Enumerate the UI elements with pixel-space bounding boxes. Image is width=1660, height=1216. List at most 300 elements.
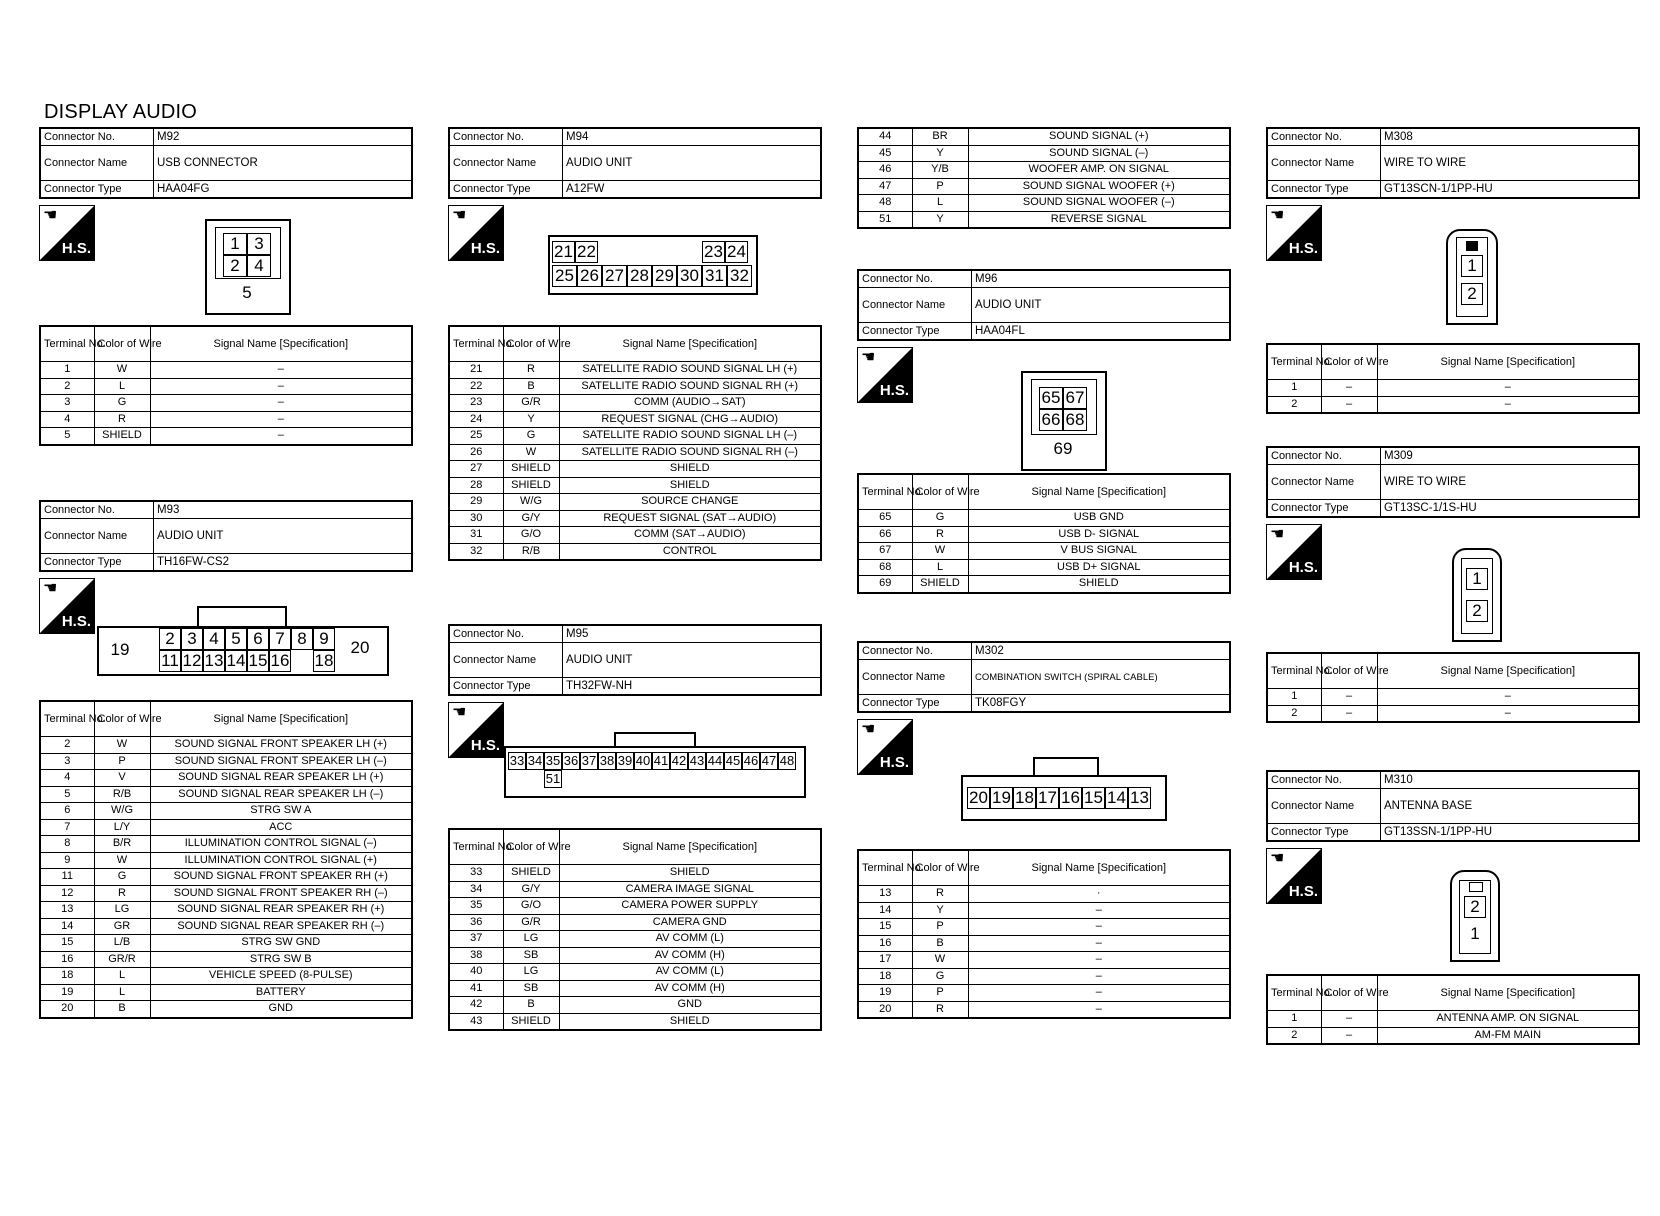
table-row	[40, 869, 412, 886]
label-connector-name: Connector Name	[449, 643, 563, 678]
color-cell: L	[912, 559, 968, 576]
connector-no-value: M93	[154, 501, 413, 519]
pin: 48	[779, 753, 795, 768]
signal-table	[1266, 974, 1640, 1045]
signal-cell: SHIELD	[559, 477, 821, 494]
hs-badge: ☚ H.S.	[448, 205, 504, 261]
signal-cell: STRG SW GND	[150, 935, 412, 952]
table-row	[449, 898, 821, 915]
header-terminal: Terminal No.	[1267, 975, 1321, 1011]
pin: 25	[552, 265, 577, 287]
connector-no-value: M310	[1381, 771, 1640, 789]
color-cell: –	[1321, 1027, 1377, 1044]
label-connector-type: Connector Type	[1267, 824, 1381, 842]
pin: 66	[1039, 409, 1063, 431]
color-cell: W	[912, 952, 968, 969]
connector-name-value: COMBINATION SWITCH (SPIRAL CABLE)	[972, 660, 1231, 695]
table-row	[40, 378, 412, 395]
table-row	[1267, 380, 1639, 397]
color-cell: R	[94, 411, 150, 428]
terminal-cell: 40	[449, 964, 503, 981]
pin: 3	[181, 628, 203, 650]
table-row	[858, 919, 1230, 936]
label-connector-no: Connector No.	[1267, 771, 1381, 789]
signal-cell: SATELLITE RADIO SOUND SIGNAL LH (+)	[559, 362, 821, 379]
signal-cell: ILLUMINATION CONTROL SIGNAL (–)	[150, 836, 412, 853]
header-color: Color of Wire	[912, 474, 968, 510]
header-signal: Signal Name [Specification]	[559, 326, 821, 362]
color-cell: L/Y	[94, 819, 150, 836]
header-terminal: Terminal No.	[449, 326, 503, 362]
table-row	[858, 576, 1230, 593]
pin: 16	[270, 651, 290, 670]
color-cell: W/G	[503, 494, 559, 511]
connector-m309	[1266, 446, 1640, 723]
pin: 13	[204, 651, 224, 670]
signal-cell: –	[968, 902, 1230, 919]
color-cell: SB	[503, 980, 559, 997]
header-color: Color of Wire	[94, 701, 150, 737]
signal-cell: CAMERA POWER SUPPLY	[559, 898, 821, 915]
terminal-cell: 2	[1267, 1027, 1321, 1044]
signal-cell: REQUEST SIGNAL (CHG→AUDIO)	[559, 411, 821, 428]
label-connector-type: Connector Type	[858, 323, 972, 341]
color-cell: G/R	[503, 395, 559, 412]
header-color: Color of Wire	[1321, 344, 1377, 380]
connector-no-value: M309	[1381, 447, 1640, 465]
terminal-cell: 25	[449, 428, 503, 445]
pin: 24	[725, 241, 748, 263]
signal-cell: SOUND SIGNAL FRONT SPEAKER LH (+)	[150, 737, 412, 754]
terminal-cell: 47	[858, 178, 912, 195]
table-row	[449, 964, 821, 981]
pin: 19	[110, 640, 130, 659]
pin: 4	[203, 628, 225, 650]
signal-cell: SOUND SIGNAL REAR SPEAKER RH (–)	[150, 918, 412, 935]
table-row	[858, 935, 1230, 952]
header-terminal: Terminal No.	[858, 474, 912, 510]
color-cell: L	[94, 968, 150, 985]
terminal-cell: 23	[449, 395, 503, 412]
hand-icon: ☚	[861, 349, 876, 366]
terminal-cell: 9	[40, 852, 94, 869]
signal-cell: SOUND SIGNAL WOOFER (–)	[968, 195, 1230, 212]
color-cell: W	[503, 444, 559, 461]
connector-type-value: HAA04FL	[972, 323, 1231, 341]
table-row	[40, 819, 412, 836]
pin: 28	[627, 265, 652, 287]
terminal-cell: 26	[449, 444, 503, 461]
terminal-cell: 2	[1267, 396, 1321, 413]
pin: 39	[617, 753, 633, 768]
connector-name-value: AUDIO UNIT	[972, 288, 1231, 323]
hand-icon: ☚	[861, 721, 876, 738]
color-cell: R	[912, 1001, 968, 1018]
signal-cell: –	[1377, 380, 1639, 397]
terminal-cell: 3	[40, 395, 94, 412]
header-terminal: Terminal No.	[1267, 344, 1321, 380]
label-connector-no: Connector No.	[449, 625, 563, 643]
color-cell: R	[503, 362, 559, 379]
table-row	[40, 935, 412, 952]
color-cell: G/R	[503, 914, 559, 931]
connector-m96	[857, 269, 1231, 594]
connector-type-value: GT13SC-1/1S-HU	[1381, 500, 1640, 518]
color-cell: W	[94, 737, 150, 754]
table-row	[449, 947, 821, 964]
terminal-cell: 21	[449, 362, 503, 379]
header-color: Color of Wire	[503, 326, 559, 362]
header-color: Color of Wire	[1321, 975, 1377, 1011]
pin: 34	[527, 753, 543, 768]
color-cell: G	[912, 968, 968, 985]
table-row	[40, 428, 412, 445]
hs-badge: ☚ H.S.	[1266, 848, 1322, 904]
terminal-cell: 1	[1267, 1011, 1321, 1028]
color-cell: B/R	[94, 836, 150, 853]
color-cell: SHIELD	[503, 1013, 559, 1030]
connector-info-table	[448, 624, 822, 696]
color-cell: G/Y	[503, 881, 559, 898]
label-connector-name: Connector Name	[858, 288, 972, 323]
pin: 2	[1464, 896, 1486, 918]
pin: 12	[182, 651, 202, 670]
color-cell: G	[912, 510, 968, 527]
header-signal: Signal Name [Specification]	[1377, 975, 1639, 1011]
label-connector-name: Connector Name	[40, 519, 154, 554]
connector-name-value: WIRE TO WIRE	[1381, 465, 1640, 500]
color-cell: L	[94, 984, 150, 1001]
color-cell: W	[912, 543, 968, 560]
signal-cell: ANTENNA AMP. ON SIGNAL	[1377, 1011, 1639, 1028]
signal-cell: ACC	[150, 819, 412, 836]
label-connector-no: Connector No.	[858, 642, 972, 660]
signal-cell: SOUND SIGNAL REAR SPEAKER LH (–)	[150, 786, 412, 803]
connector-m308	[1266, 127, 1640, 414]
terminal-cell: 65	[858, 510, 912, 527]
terminal-cell: 28	[449, 477, 503, 494]
hand-icon: ☚	[452, 704, 467, 721]
signal-table	[857, 849, 1231, 1019]
terminal-cell: 20	[40, 1001, 94, 1018]
signal-cell: VEHICLE SPEED (8-PULSE)	[150, 968, 412, 985]
header-signal: Signal Name [Specification]	[150, 701, 412, 737]
color-cell: Y/B	[912, 162, 968, 179]
pin: 67	[1063, 387, 1087, 409]
terminal-cell: 31	[449, 527, 503, 544]
terminal-cell: 14	[858, 902, 912, 919]
color-cell: Y	[503, 411, 559, 428]
hs-badge: ☚ H.S.	[857, 347, 913, 403]
table-row	[449, 378, 821, 395]
terminal-cell: 19	[858, 985, 912, 1002]
connector-name-value: WIRE TO WIRE	[1381, 146, 1640, 181]
table-row	[858, 178, 1230, 195]
signal-cell: STRG SW B	[150, 951, 412, 968]
signal-cell: SOUND SIGNAL (+)	[968, 128, 1230, 145]
pin: 7	[269, 628, 291, 650]
table-row	[858, 128, 1230, 145]
pin: 38	[599, 753, 615, 768]
terminal-cell: 13	[858, 886, 912, 903]
header-color: Color of Wire	[94, 326, 150, 362]
terminal-cell: 44	[858, 128, 912, 145]
color-cell: B	[503, 378, 559, 395]
signal-cell: –	[150, 428, 412, 445]
terminal-cell: 8	[40, 836, 94, 853]
terminal-cell: 1	[1267, 689, 1321, 706]
color-cell: G	[503, 428, 559, 445]
signal-cell: SOUND SIGNAL WOOFER (+)	[968, 178, 1230, 195]
color-cell: SHIELD	[503, 461, 559, 478]
signal-cell: –	[968, 985, 1230, 1002]
pin: 2	[1461, 283, 1483, 305]
color-cell: GR	[94, 918, 150, 935]
table-row	[449, 997, 821, 1014]
pin: 9	[313, 628, 335, 650]
terminal-cell: 1	[40, 362, 94, 379]
connector-name-value: AUDIO UNIT	[563, 643, 822, 678]
label-connector-type: Connector Type	[1267, 500, 1381, 518]
pin: 1	[1466, 568, 1488, 590]
table-row	[1267, 1027, 1639, 1044]
table-row	[40, 737, 412, 754]
pin: 32	[727, 265, 752, 287]
signal-table	[448, 828, 822, 1031]
pin: 33	[509, 753, 525, 768]
terminal-cell: 67	[858, 543, 912, 560]
color-cell: –	[1321, 689, 1377, 706]
signal-table	[857, 473, 1231, 594]
table-row	[40, 968, 412, 985]
table-row	[858, 543, 1230, 560]
header-signal: Signal Name [Specification]	[968, 850, 1230, 886]
connector-diagram	[448, 199, 822, 325]
table-row	[40, 786, 412, 803]
hand-icon: ☚	[1270, 526, 1285, 543]
color-cell: G/O	[503, 527, 559, 544]
label-connector-name: Connector Name	[858, 660, 972, 695]
signal-cell: AV COMM (L)	[559, 964, 821, 981]
terminal-cell: 69	[858, 576, 912, 593]
color-cell: W	[94, 852, 150, 869]
hs-badge: ☚ H.S.	[39, 205, 95, 261]
hs-badge: ☚ H.S.	[1266, 205, 1322, 261]
label-connector-type: Connector Type	[858, 695, 972, 713]
signal-cell: SATELLITE RADIO SOUND SIGNAL RH (–)	[559, 444, 821, 461]
pin: 68	[1063, 409, 1087, 431]
connector-m95	[448, 624, 822, 1031]
table-row	[1267, 705, 1639, 722]
pin: 13	[1128, 787, 1151, 809]
terminal-cell: 18	[858, 968, 912, 985]
terminal-cell: 68	[858, 559, 912, 576]
table-row	[449, 914, 821, 931]
lock-key-icon	[1466, 241, 1478, 251]
signal-cell: –	[1377, 705, 1639, 722]
terminal-cell: 20	[858, 1001, 912, 1018]
table-row	[449, 1013, 821, 1030]
signal-cell: SOUND SIGNAL (–)	[968, 145, 1230, 162]
signal-cell: COMM (AUDIO→SAT)	[559, 395, 821, 412]
table-row	[449, 428, 821, 445]
table-row	[858, 968, 1230, 985]
connector-no-value: M308	[1381, 128, 1640, 146]
lock-key-icon	[1469, 882, 1483, 892]
label-connector-name: Connector Name	[449, 146, 563, 181]
color-cell: W	[94, 362, 150, 379]
hand-icon: ☚	[1270, 850, 1285, 867]
label-connector-no: Connector No.	[449, 128, 563, 146]
color-cell: –	[1321, 1011, 1377, 1028]
color-cell: GR/R	[94, 951, 150, 968]
table-row	[858, 559, 1230, 576]
label-connector-type: Connector Type	[449, 181, 563, 199]
color-cell: P	[912, 919, 968, 936]
label-connector-no: Connector No.	[40, 128, 154, 146]
connector-name-value: USB CONNECTOR	[154, 146, 413, 181]
connector-type-value: TK08FGY	[972, 695, 1231, 713]
connector-diagram	[1266, 842, 1640, 974]
terminal-cell: 18	[40, 968, 94, 985]
color-cell: B	[912, 935, 968, 952]
connector-diagram	[1266, 518, 1640, 652]
connector-m92	[39, 127, 413, 446]
pin: 3	[247, 233, 271, 255]
pin: 51	[545, 771, 561, 786]
label-connector-no: Connector No.	[1267, 128, 1381, 146]
terminal-cell: 42	[449, 997, 503, 1014]
connector-name-value: ANTENNA BASE	[1381, 789, 1640, 824]
label-connector-name: Connector Name	[1267, 789, 1381, 824]
terminal-cell: 16	[858, 935, 912, 952]
pin: 2	[223, 255, 247, 277]
color-cell: BR	[912, 128, 968, 145]
pin: 20	[967, 787, 990, 809]
connector-m95-continued	[857, 127, 1231, 229]
connector-no-value: M92	[154, 128, 413, 146]
table-row	[40, 885, 412, 902]
header-signal: Signal Name [Specification]	[1377, 653, 1639, 689]
signal-cell: WOOFER AMP. ON SIGNAL	[968, 162, 1230, 179]
connector-m94	[448, 127, 822, 561]
signal-cell: –	[150, 411, 412, 428]
terminal-cell: 3	[40, 753, 94, 770]
terminal-cell: 51	[858, 211, 912, 228]
pin: 46	[743, 753, 759, 768]
color-cell: P	[94, 753, 150, 770]
pin: 14	[1105, 787, 1128, 809]
signal-cell: SOUND SIGNAL REAR SPEAKER LH (+)	[150, 770, 412, 787]
signal-table	[1266, 343, 1640, 414]
signal-cell: –	[968, 935, 1230, 952]
signal-table	[39, 325, 413, 446]
color-cell: G	[94, 395, 150, 412]
color-cell: –	[1321, 380, 1377, 397]
table-row	[40, 753, 412, 770]
color-cell: R/B	[503, 543, 559, 560]
signal-cell: USB GND	[968, 510, 1230, 527]
header-signal: Signal Name [Specification]	[1377, 344, 1639, 380]
connector-type-value: HAA04FG	[154, 181, 413, 199]
table-row	[40, 362, 412, 379]
signal-cell: AM-FM MAIN	[1377, 1027, 1639, 1044]
connector-type-value: TH16FW-CS2	[154, 554, 413, 572]
label-connector-type: Connector Type	[40, 181, 154, 199]
pin: 23	[702, 241, 725, 263]
color-cell: L	[912, 195, 968, 212]
label-connector-type: Connector Type	[40, 554, 154, 572]
connector-type-value: TH32FW-NH	[563, 678, 822, 696]
connector-diagram	[39, 572, 413, 700]
pin: 20	[350, 638, 370, 657]
pin: 5	[242, 283, 252, 302]
table-row	[449, 362, 821, 379]
color-cell: R	[912, 526, 968, 543]
signal-cell: CAMERA IMAGE SIGNAL	[559, 881, 821, 898]
connector-no-value: M95	[563, 625, 822, 643]
header-signal: Signal Name [Specification]	[559, 829, 821, 865]
label-connector-no: Connector No.	[40, 501, 154, 519]
terminal-cell: 24	[449, 411, 503, 428]
table-row	[858, 952, 1230, 969]
terminal-cell: 45	[858, 145, 912, 162]
connector-info-table	[857, 641, 1231, 713]
header-terminal: Terminal No.	[40, 326, 94, 362]
table-row	[449, 411, 821, 428]
hand-icon: ☚	[1270, 207, 1285, 224]
terminal-cell: 15	[40, 935, 94, 952]
table-row	[449, 980, 821, 997]
pin: 40	[635, 753, 651, 768]
pin: 69	[1053, 439, 1073, 458]
label-connector-name: Connector Name	[1267, 465, 1381, 500]
color-cell: L/B	[94, 935, 150, 952]
table-row	[858, 526, 1230, 543]
connector-diagram	[448, 696, 822, 828]
table-row	[40, 918, 412, 935]
table-row	[40, 1001, 412, 1018]
signal-table	[857, 127, 1231, 229]
pin: 18	[314, 651, 334, 670]
terminal-cell: 16	[40, 951, 94, 968]
table-row	[858, 211, 1230, 228]
terminal-cell: 14	[40, 918, 94, 935]
table-row	[40, 951, 412, 968]
signal-cell: GND	[150, 1001, 412, 1018]
terminal-cell: 4	[40, 770, 94, 787]
table-row	[40, 984, 412, 1001]
signal-table	[1266, 652, 1640, 723]
terminal-cell: 2	[40, 737, 94, 754]
signal-table	[39, 700, 413, 1019]
terminal-cell: 41	[449, 980, 503, 997]
table-row	[1267, 396, 1639, 413]
signal-cell: AV COMM (H)	[559, 980, 821, 997]
table-row	[858, 902, 1230, 919]
color-cell: L	[94, 378, 150, 395]
table-row	[40, 902, 412, 919]
hs-badge: ☚ H.S.	[39, 578, 95, 634]
table-row	[449, 395, 821, 412]
color-cell: –	[1321, 396, 1377, 413]
terminal-cell: 5	[40, 786, 94, 803]
table-row	[40, 770, 412, 787]
color-cell: G/O	[503, 898, 559, 915]
color-cell: SHIELD	[503, 865, 559, 882]
signal-cell: ILLUMINATION CONTROL SIGNAL (+)	[150, 852, 412, 869]
color-cell: R	[912, 886, 968, 903]
